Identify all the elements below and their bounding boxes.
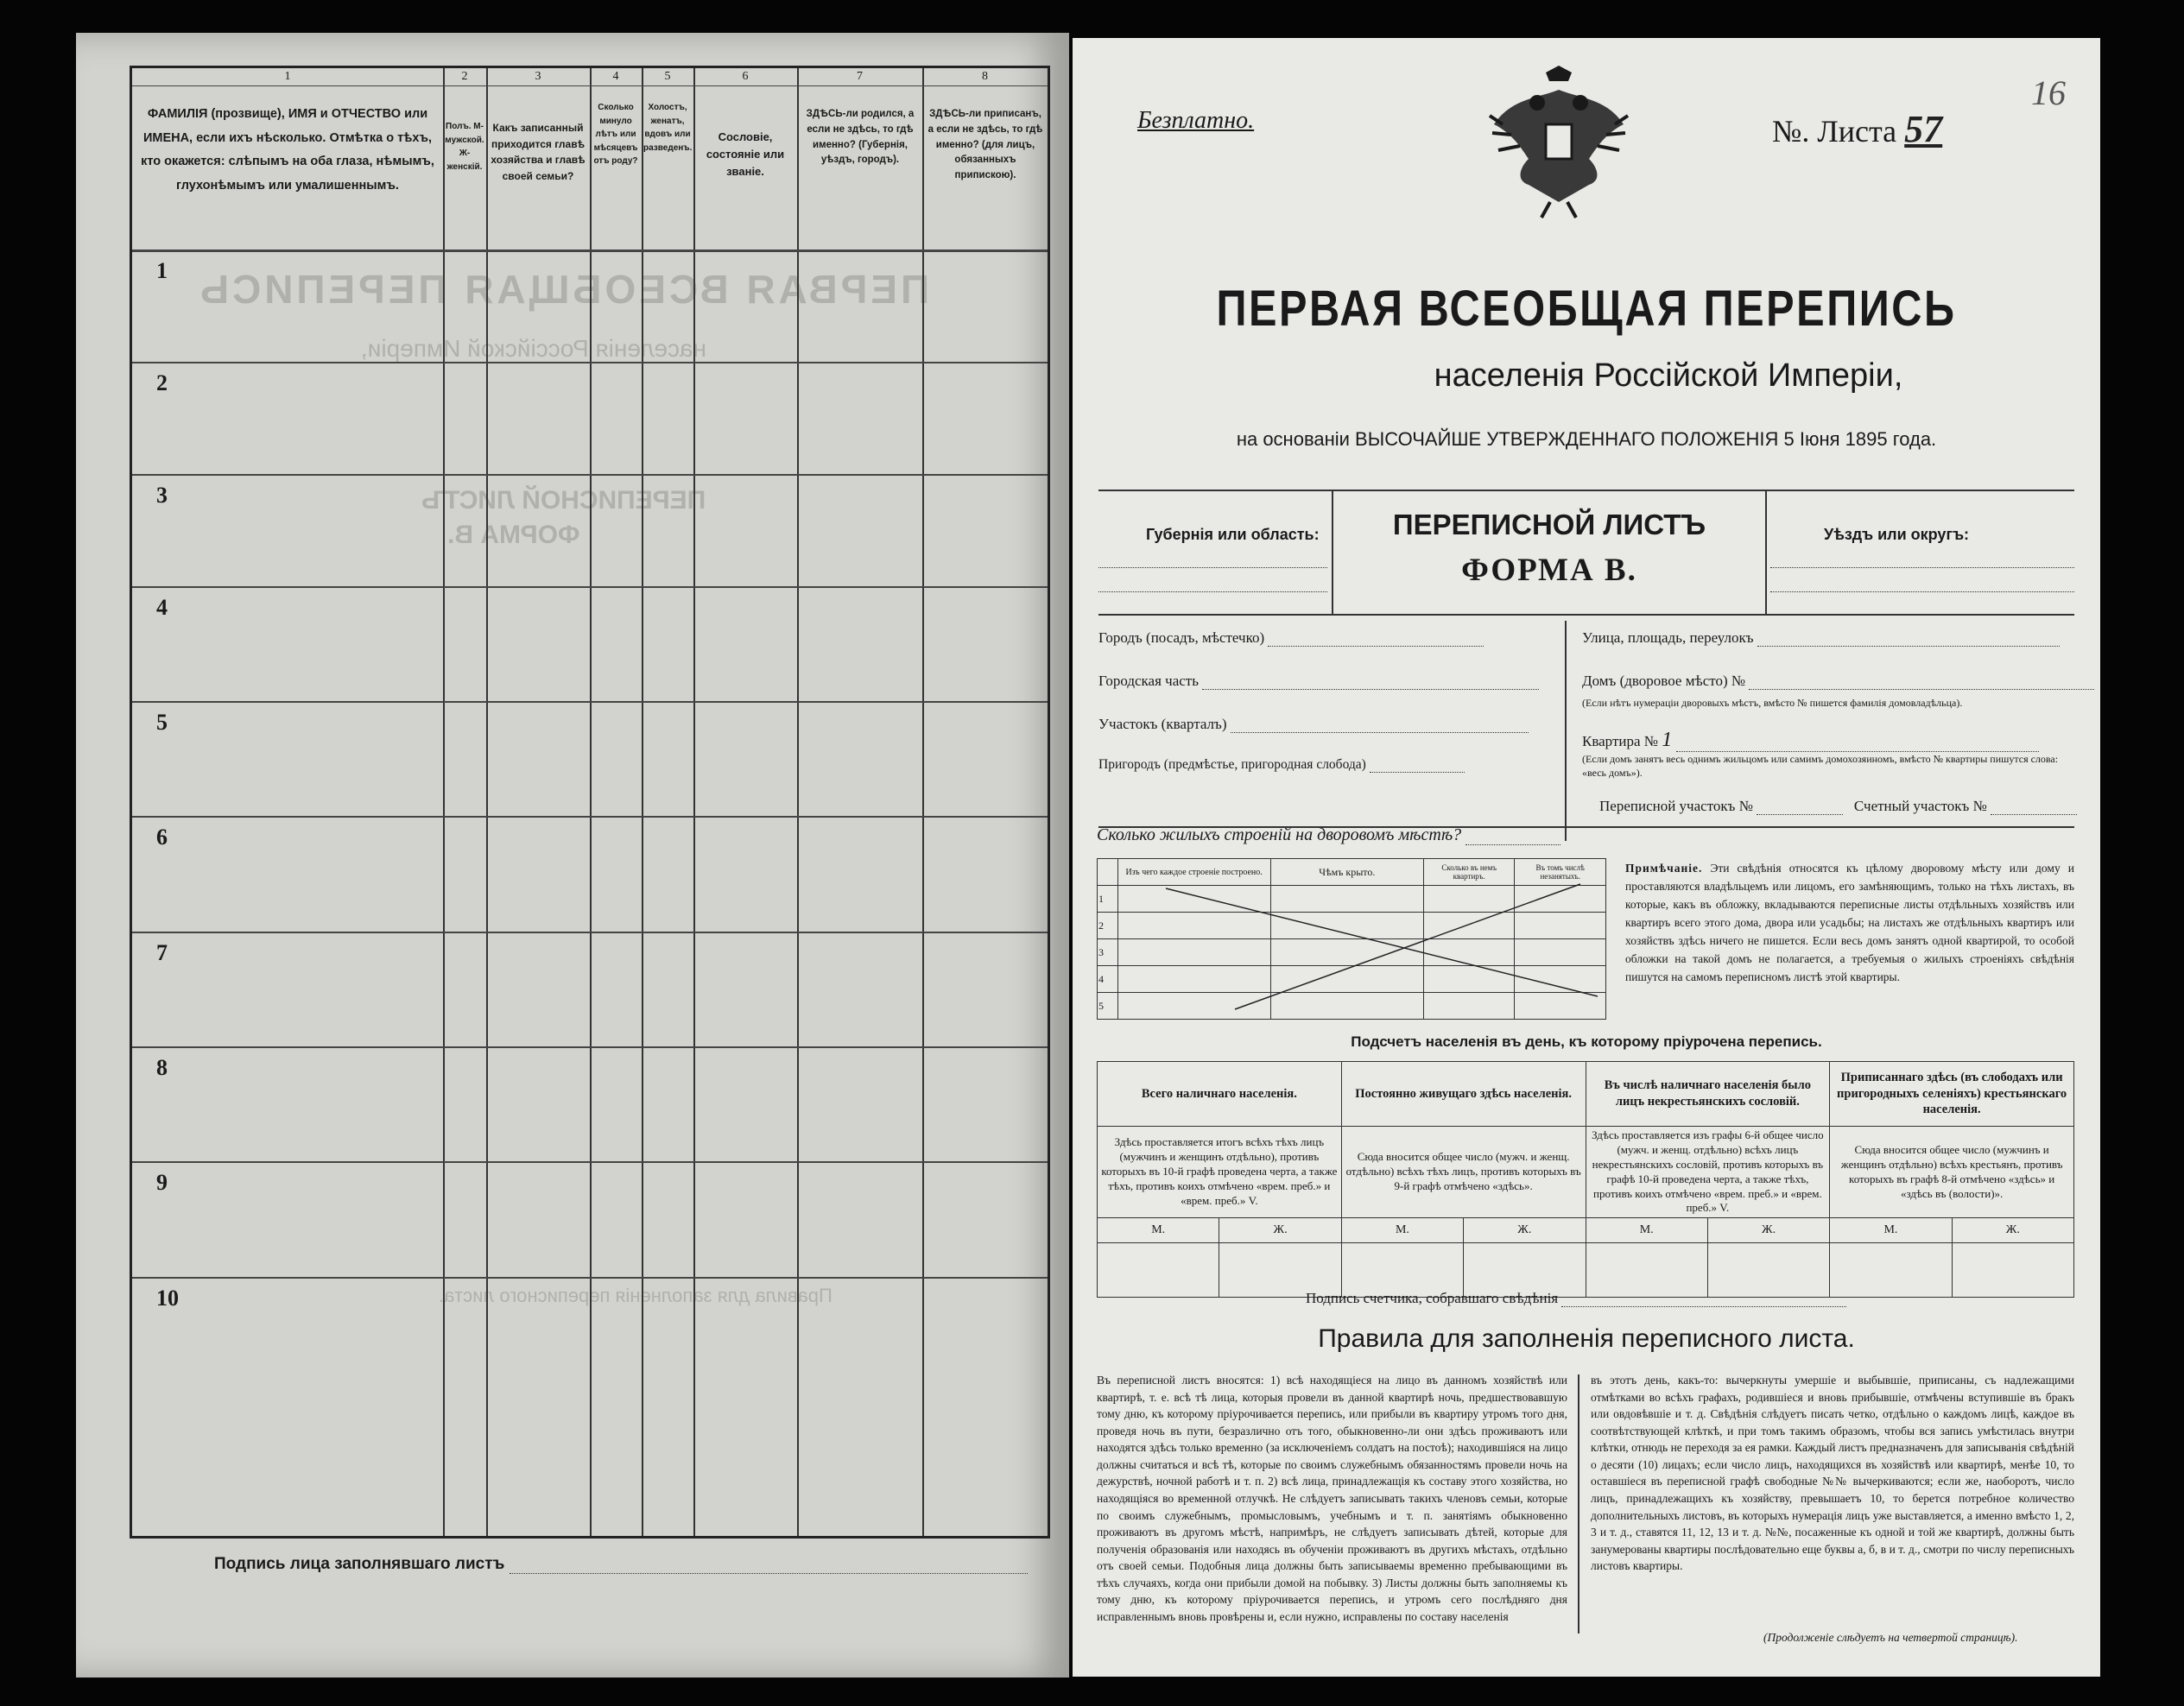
population-header: Всего наличнаго населенія. [1098, 1062, 1342, 1127]
sex-label: Ж. [1952, 1218, 2073, 1243]
sex-label: М. [1830, 1218, 1952, 1243]
apartment-label: Квартира № [1582, 733, 1659, 749]
column-number: 8 [982, 70, 988, 83]
house-note: (Если нѣтъ нумераціи дворовыхъ мѣстъ, вмѣсто № пишется фамилія домовладѣльца). [1582, 697, 1963, 709]
column-header-name: ФАМИЛІЯ (прозвище), ИМЯ и ОТЧЕСТВО или ИМЕНА, если ихъ нѣсколько. Отмѣтка о тѣхъ, кто окажется: слѣпымъ на оба глаза, нѣмымъ, глухонѣмымъ или умалишеннымъ. [141, 107, 434, 193]
population-header: Въ числѣ наличнаго населенія было лицъ некрестьянскихъ сословій. [1586, 1062, 1830, 1127]
row-number: 8 [156, 1055, 168, 1080]
column-header-estate: Сословіе, состояніе или званіе. [706, 130, 785, 179]
sheet-number [1772, 107, 1942, 151]
suburb-field[interactable] [1098, 757, 1465, 773]
note-block [1625, 860, 2074, 986]
right-page [1073, 38, 2100, 1677]
row-number: 9 [156, 1170, 168, 1195]
bleed-through-rules-title: Правила для заполненія переписного листа. [439, 1285, 832, 1306]
sheet-number-value: 57 [1904, 108, 1943, 150]
apartment-note: (Если домъ занятъ весь однимъ жильцомъ или самимъ домохозяиномъ, вмѣсто № квартиры пишутся слова: «весь домъ»). [1582, 753, 2059, 779]
census-ledger-table [130, 66, 1050, 1539]
counter-signature [1306, 1290, 1846, 1307]
row-number: 3 [156, 483, 168, 508]
buildings-row-number: 3 [1098, 939, 1118, 966]
column-header-relation: Какъ записанный приходится главѣ хозяйства и главѣ своей семьи? [491, 122, 586, 182]
column-header-sex: Полъ. М-мужской. Ж-женскій. [445, 122, 484, 172]
street-label: Улица, площадь, переулокъ [1582, 629, 1754, 646]
buildings-header: Чѣмъ крыто. [1270, 859, 1423, 886]
suburb-label: Пригородъ (предмѣстье, пригородная слобода) [1098, 757, 1366, 772]
column-header-registration: ЗДѢСЬ-ли приписанъ, а если не здѣсь, то гдѣ именно? (для лицъ, обязанныхъ припискою). [927, 109, 1043, 181]
bleed-through-title: ПЕРВАЯ ВСЕОБЩАЯ ПЕРЕПИСЬ [197, 267, 930, 312]
house-label: Домъ (дворовое мѣсто) № [1582, 673, 1746, 689]
counter-signature-label: Подпись счетчика, собравшаго свѣдѣнія [1306, 1290, 1559, 1306]
buildings-row-number: 1 [1098, 886, 1118, 913]
row-number: 6 [156, 825, 168, 850]
strike-through-lines [1097, 858, 1606, 1014]
column-number: 2 [461, 70, 468, 83]
precinct-field[interactable] [1098, 716, 1529, 733]
population-table [1097, 1061, 2074, 1298]
buildings-question-label: Сколько жилыхъ строеній на дворовомъ мѣстѣ? [1097, 825, 1462, 844]
district-label: Уѣздъ или округъ: [1824, 526, 1970, 543]
rules-footer: (Продолженіе слѣдуетъ на четвертой страницѣ). [1763, 1631, 2018, 1644]
buildings-header: Сколько въ немъ квартиръ. [1423, 859, 1515, 886]
column-number: 5 [664, 70, 671, 83]
address-block [1098, 621, 2074, 841]
rules-column-1: Въ переписной листъ вносятся: 1) всѣ находящіеся на лицо въ данномъ хозяйствѣ или квартирѣ, т. е. всѣ тѣ лица, которыя провели въ данной квартирѣ ночь, предшествовавшую тому дню, къ которому пріурочивается перепись, или прибыли въ квартиру утромъ того дня, проведя ночь въ пути, безразлично отъ того, обыкновенно-ли они здѣсь проживаютъ или находятся здѣсь только временно (за исключеніемъ солдатъ на постоѣ); находившіяся на лицо должны считаться и всѣ тѣ, которые по своимъ служебнымъ обязанностямъ провели ночь на дежурствѣ, ночной работѣ и т. п. 2) всѣ лица, принадлежащія къ составу этого хозяйства, но находящіяся во временной отлучкѣ. Не слѣдуетъ записывать такихъ членовъ семьи, которые по своимъ служебнымъ, промысловымъ, учебнымъ и т. п. занятіямъ обыкновенно проживаютъ въ другомъ мѣстѣ, напримѣръ, не слѣдуетъ записывать дѣтей, которые для полученія образованія или находясь въ обученіи проживаютъ въ другихъ мѣстахъ, отдѣльно отъ своей семьи. Подобныя лица должны быть записываемы временно пребывающими въ тѣхъ случаяхъ, когда они прибыли домой на побывку. 3) Листы должны быть заполняемы къ тому дню, къ которому пріурочивается перепись, и утромъ сего послѣдняго дня исправленнымъ вновь провѣрены и, если нужно, исправлены по составу населенія [1097, 1374, 1567, 1623]
city-part-label: Городская часть [1098, 673, 1199, 689]
census-precinct-label: Переписной участокъ № [1599, 798, 1753, 814]
city-part-field[interactable] [1098, 673, 1539, 690]
note-title: Примѣчаніе. [1625, 862, 1703, 875]
apartment-value: 1 [1662, 729, 1673, 751]
population-title: Подсчетъ населенія въ день, къ которому пріурочена перепись. [1351, 1033, 1822, 1050]
column-number: 3 [535, 70, 541, 83]
buildings-question [1097, 825, 1560, 845]
counting-precinct-label: Счетный участокъ № [1853, 798, 1987, 814]
precinct-label: Участокъ (кварталъ) [1098, 716, 1227, 732]
bleed-through-form-title: ПЕРЕПИСНОЙ ЛИСТЪ [421, 486, 706, 515]
rules-title: Правила для заполненія переписного листа. [1318, 1324, 1855, 1353]
census-precinct-field[interactable] [1599, 798, 2077, 815]
apartment-field[interactable] [1582, 729, 2039, 752]
basis-line: на основаніи ВЫСОЧАЙШЕ УТВЕРЖДЕННАГО ПОЛОЖЕНІЯ 5 Іюня 1895 года. [1236, 428, 1937, 450]
population-header: Постоянно живущаго здѣсь населенія. [1341, 1062, 1586, 1127]
province-label: Губернія или область: [1146, 526, 1320, 543]
sex-label: М. [1098, 1218, 1219, 1243]
population-description: Сюда вносится общее число (мужч. и женщ. отдѣльно) всѣхъ тѣхъ лицъ, противъ которыхъ въ 9-й графѣ отмѣчено «здѣсь». [1341, 1127, 1586, 1218]
row-number: 5 [156, 710, 168, 735]
signature-line [214, 1555, 1028, 1574]
corner-number: 16 [2031, 73, 2066, 112]
column-header-birthplace: ЗДѢСЬ-ли родился, а если не здѣсь, то гдѣ именно? (Губернія, уѣздъ, городъ). [806, 109, 915, 166]
city-field[interactable] [1098, 629, 1484, 647]
population-description: Здѣсь проставляется итогъ всѣхъ тѣхъ лицъ (мужчинъ и женщинъ отдѣльно), противъ которыхъ въ 10-й графѣ проведена черта, а также тѣхъ, противъ коихъ отмѣчено «врем. преб.» и «врем. преб.» V. [1098, 1127, 1342, 1218]
column-header-age: Сколько минуло лѣтъ или мѣсяцевъ отъ роду? [593, 103, 638, 166]
signature-label: Подпись лица заполнявшаго листъ [214, 1555, 505, 1573]
row-number: 7 [156, 940, 168, 965]
column-number: 1 [284, 70, 291, 83]
row-number: 4 [156, 595, 168, 620]
column-number: 6 [742, 70, 749, 83]
buildings-header: Изъ чего каждое строеніе построено. [1117, 859, 1270, 886]
form-subtitle: ФОРМА В. [1461, 553, 1637, 588]
house-field[interactable] [1582, 673, 2094, 690]
population-description: Сюда вносится общее число (мужчинъ и женщинъ отдѣльно) всѣхъ крестьянъ, противъ которыхъ въ графѣ 8-й отмѣчено «здѣсь» и «здѣсь въ (волости)». [1830, 1127, 2074, 1218]
free-label: Безплатно. [1137, 107, 1255, 134]
rules-column-2: въ этотъ день, какъ-то: вычеркнуты умершіе и выбывшіе, приписаны, съ надлежащими отмѣтками во всѣхъ графахъ, родившіеся и вновь прибывшіе, отмѣчены вступившіе въ бракъ или овдовѣвшіе и т. д. Свѣдѣнія слѣдуетъ писать четко, отдѣльно о каждомъ лицѣ, каждое въ соотвѣтствующей клѣткѣ, и при томъ такимъ образомъ, чтобы вся запись умѣстилась внутри клѣтки, отнюдь не переходя за ея рамки. Каждый листъ предназначенъ для записыванія свѣдѣній о десяти (10) лицахъ; если число лицъ, находящихся въ хозяйствѣ или квартирѣ, менѣе 10, то оставшіеся въ переписной графѣ свободные №№ вычеркиваются; если же, наоборотъ, число лицъ, принадлежащихъ къ хозяйству, превышаетъ 10, то берется потребное количество дополнительныхъ листовъ, въ которыхъ нумерація лицъ уже выставляется, а именно вмѣсто 1, 2, 3 и т. д., ставятся 11, 12, 13 и т. д. №№, посаженные къ одной и той же квартирѣ, должны быть занумерованы квартиры послѣдовательно еще буквы а, б, в и т. д., смотри по числу переписныхъ листовъ квартиры. [1591, 1374, 2074, 1573]
row-number: 10 [156, 1286, 179, 1311]
page-title: ПЕРВАЯ ВСЕОБЩАЯ ПЕРЕПИСЬ [1216, 281, 1957, 337]
sex-label: Ж. [1707, 1218, 1829, 1243]
sheet-number-label: №. Листа [1772, 114, 1897, 148]
buildings-row-number: 5 [1098, 993, 1118, 1020]
sex-label: М. [1341, 1218, 1463, 1243]
population-header: Приписаннаго здѣсь (въ слободахъ или пригородныхъ селеніяхъ) крестьянскаго населенія. [1830, 1062, 2074, 1127]
bleed-through-subtitle: населенія Россійской Имперіи, [361, 335, 706, 362]
sex-label: Ж. [1464, 1218, 1586, 1243]
imperial-eagle-icon [1485, 64, 1632, 219]
sex-label: М. [1586, 1218, 1707, 1243]
form-title: ПЕРЕПИСНОЙ ЛИСТЪ [1392, 509, 1706, 540]
buildings-row-number: 2 [1098, 913, 1118, 939]
note-text: Эти свѣдѣнія относятся къ цѣлому дворовому мѣсту или дому и проставляются владѣльцемъ или лицомъ, его замѣняющимъ, только на тѣхъ листахъ, въ которые, какъ въ обложку, вкладываются переписные листы отдѣльныхъ хозяйствъ или квартиръ всего этого дома, двора или усадьбы; на листахъ же отдѣльныхъ квартиръ или хозяйствъ здѣсь ничего не пишется. Если весь домъ занятъ одной квартирой, то особой обложки на такой домъ не полагается, а требуемыя о жилыхъ строеніяхъ свѣдѣнія пишутся на самомъ переписномъ листѣ этой квартиры. [1625, 862, 2075, 983]
column-header-marital: Холостъ, женатъ, вдовъ или разведенъ. [643, 103, 693, 153]
left-page [76, 33, 1069, 1678]
column-number: 7 [857, 70, 863, 83]
column-number: 4 [612, 70, 619, 83]
row-number: 1 [156, 258, 168, 283]
buildings-row-number: 4 [1098, 966, 1118, 993]
buildings-header: Въ томъ числѣ незанятыхъ. [1515, 859, 1606, 886]
page-subtitle: населенія Россійской Имперіи, [1434, 357, 1903, 394]
city-label: Городъ (посадъ, мѣстечко) [1098, 629, 1265, 646]
street-field[interactable] [1582, 629, 2060, 647]
bleed-through-form-subtitle: ФОРМА В. [447, 521, 580, 549]
row-number: 2 [156, 370, 168, 395]
population-description: Здѣсь проставляется изъ графы 6-й общее число (мужч. и женщ. отдѣльно) всѣхъ лицъ некрестьянскихъ сословій, противъ которыхъ въ графѣ 10-й проведена черта, а также тѣхъ, противъ коихъ отмѣчено «врем. преб.» и «врем. преб.» V. [1586, 1127, 1830, 1218]
sex-label: Ж. [1219, 1218, 1341, 1243]
form-header-box [1098, 490, 2074, 616]
